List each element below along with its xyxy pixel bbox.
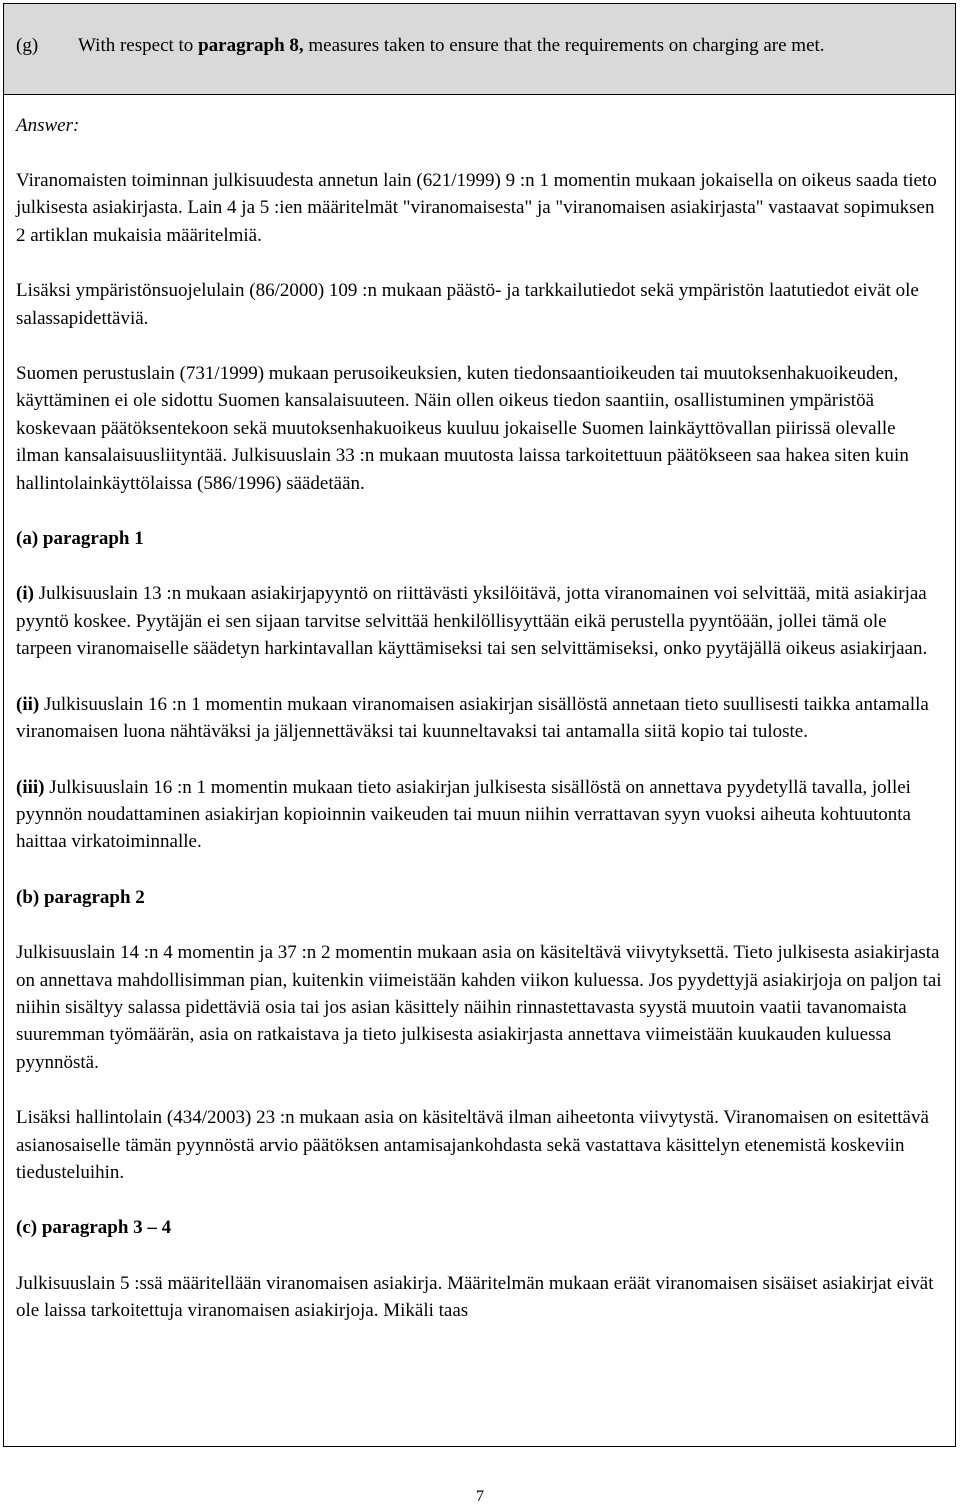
section-b-heading: (b) paragraph 2 bbox=[16, 886, 145, 908]
document-frame bbox=[3, 3, 956, 1447]
section-c-paragraph-1: Julkisuuslain 5 :ssä määritellään viranomaisen asiakirja. Määritelmän mukaan eräät viranomaisen sisäiset asiakirjat eivät ole laissa tarkoitettuja viranomaisen asiakirjoja. Mikäli taas bbox=[16, 1272, 934, 1322]
item-text: Julkisuuslain 16 :n 1 momentin mukaan viranomaisen asiakirjan sisällöstä annetaan tieto suullisesti taikka antamalla viranomaisen luona nähtäväksi ja jäljennettäväksi tai kuunneltavaksi tai antamalla siitä kopio tai tuloste. bbox=[16, 693, 929, 743]
question-text-before: With respect to bbox=[78, 35, 199, 56]
section-b-paragraph-2: Lisäksi hallintolain (434/2003) 23 :n mukaan asia on käsiteltävä ilman aiheetonta viivytystä. Viranomaisen on esitettävä asianosaiselle tämän pyynnöstä arvio päätöksen antamisajankohdasta sekä vastattava käsittelyn etenemistä koskeviin tiedusteluihin. bbox=[16, 1107, 929, 1183]
section-c-heading: (c) paragraph 3 – 4 bbox=[16, 1217, 172, 1239]
item-lead: (ii) bbox=[16, 693, 40, 715]
item-lead: (iii) bbox=[16, 776, 45, 798]
item-text: Julkisuuslain 16 :n 1 momentin mukaan tieto asiakirjan julkisesta sisällöstä on annettava pyydetyllä tavalla, jollei pyynnön noudattaminen asiakirjan kopioinnin vaikeuden tai muun niihin verrattavan syyn vuoksi aiheuta kohtuutonta haittaa virkatoiminnalle. bbox=[16, 776, 911, 853]
paragraph-1: Viranomaisten toiminnan julkisuudesta annetun lain (621/1999) 9 :n 1 momentin mukaan jokaisella on oikeus saada tieto julkisesta asiakirjasta. Lain 4 ja 5 :ien määritelmät "viranomaisesta" ja "viranomaisen asiakirjasta" vastaavat sopimuksen 2 artiklan mukaisia määritelmiä. bbox=[16, 170, 937, 246]
page-number: 7 bbox=[476, 1488, 484, 1505]
item-text: Julkisuuslain 13 :n mukaan asiakirjapyyntö on riittävästi yksilöitävä, jotta viranomainen voi selvittää, mitä asiakirjaa pyyntö koskee. Pyytäjän ei sen sijaan tarvitse selvittää henkilöllisyyttään eikä perustella pyyntöään, jollei tämä ole tarpeen viranomaiselle säädetyn harkintavallan käyttämiseksi tai sen selvittämiseksi, onko pyytäjällä oikeus asiakirjaan. bbox=[16, 583, 928, 660]
question-text-after: measures taken to ensure that the requirements on charging are met. bbox=[303, 35, 825, 56]
paragraph-2: Lisäksi ympäristönsuojelulain (86/2000) 109 :n mukaan päästö- ja tarkkailutiedot sekä ympäristön laatutiedot eivät ole salassapidettäviä. bbox=[16, 280, 919, 329]
answer-body bbox=[4, 95, 955, 1325]
question-text-bold: paragraph 8, bbox=[198, 35, 304, 56]
section-a-item-iii bbox=[16, 774, 943, 856]
paragraph-3: Suomen perustuslain (731/1999) mukaan perusoikeuksien, kuten tiedonsaantioikeuden tai muutoksenhakuoikeuden, käyttäminen ei ole sidottu Suomen kansalaisuuteen. Näin ollen oikeus tiedon saantiin, osallistuminen ympäristöä koskevaan päätöksentekoon sekä muutoksenhakuoikeus kuuluu jokaiselle Suomen lainkäyttövallan piirissä olevalle ilman kansalaisuusliityntää. Julkisuuslain 33 :n mukaan muutosta laissa tarkoitettuun päätökseen saa hakea siten kuin hallintolainkäyttölaissa (586/1996) säädetään. bbox=[16, 363, 909, 494]
answer-label: Answer: bbox=[16, 115, 80, 136]
section-a-heading: (a) paragraph 1 bbox=[16, 528, 144, 550]
section-a-item-ii bbox=[16, 691, 943, 746]
item-lead: (i) bbox=[16, 583, 34, 605]
question-marker: (g) bbox=[16, 35, 39, 56]
section-a-item-i bbox=[16, 580, 943, 662]
section-b-paragraph-1: Julkisuuslain 14 :n 4 momentin ja 37 :n 2 momentin mukaan asia on käsiteltävä viivytyksettä. Tieto julkisesta asiakirjasta on annettava mahdollisimman pian, kuitenkin viimeistään kahden viikon kuluessa. Jos pyydettyjä asiakirjoja on paljon tai niihin sisältyy salassa pidettäviä osia tai jos asian käsittely näihin rinnastettavasta syystä muutoin vaatii tavanomaista suuremman työmäärän, asia on ratkaistava ja tieto julkisesta asiakirjasta annettava viimeistään kuukauden kuluessa pyynnöstä. bbox=[16, 942, 942, 1073]
question-header bbox=[4, 4, 955, 95]
